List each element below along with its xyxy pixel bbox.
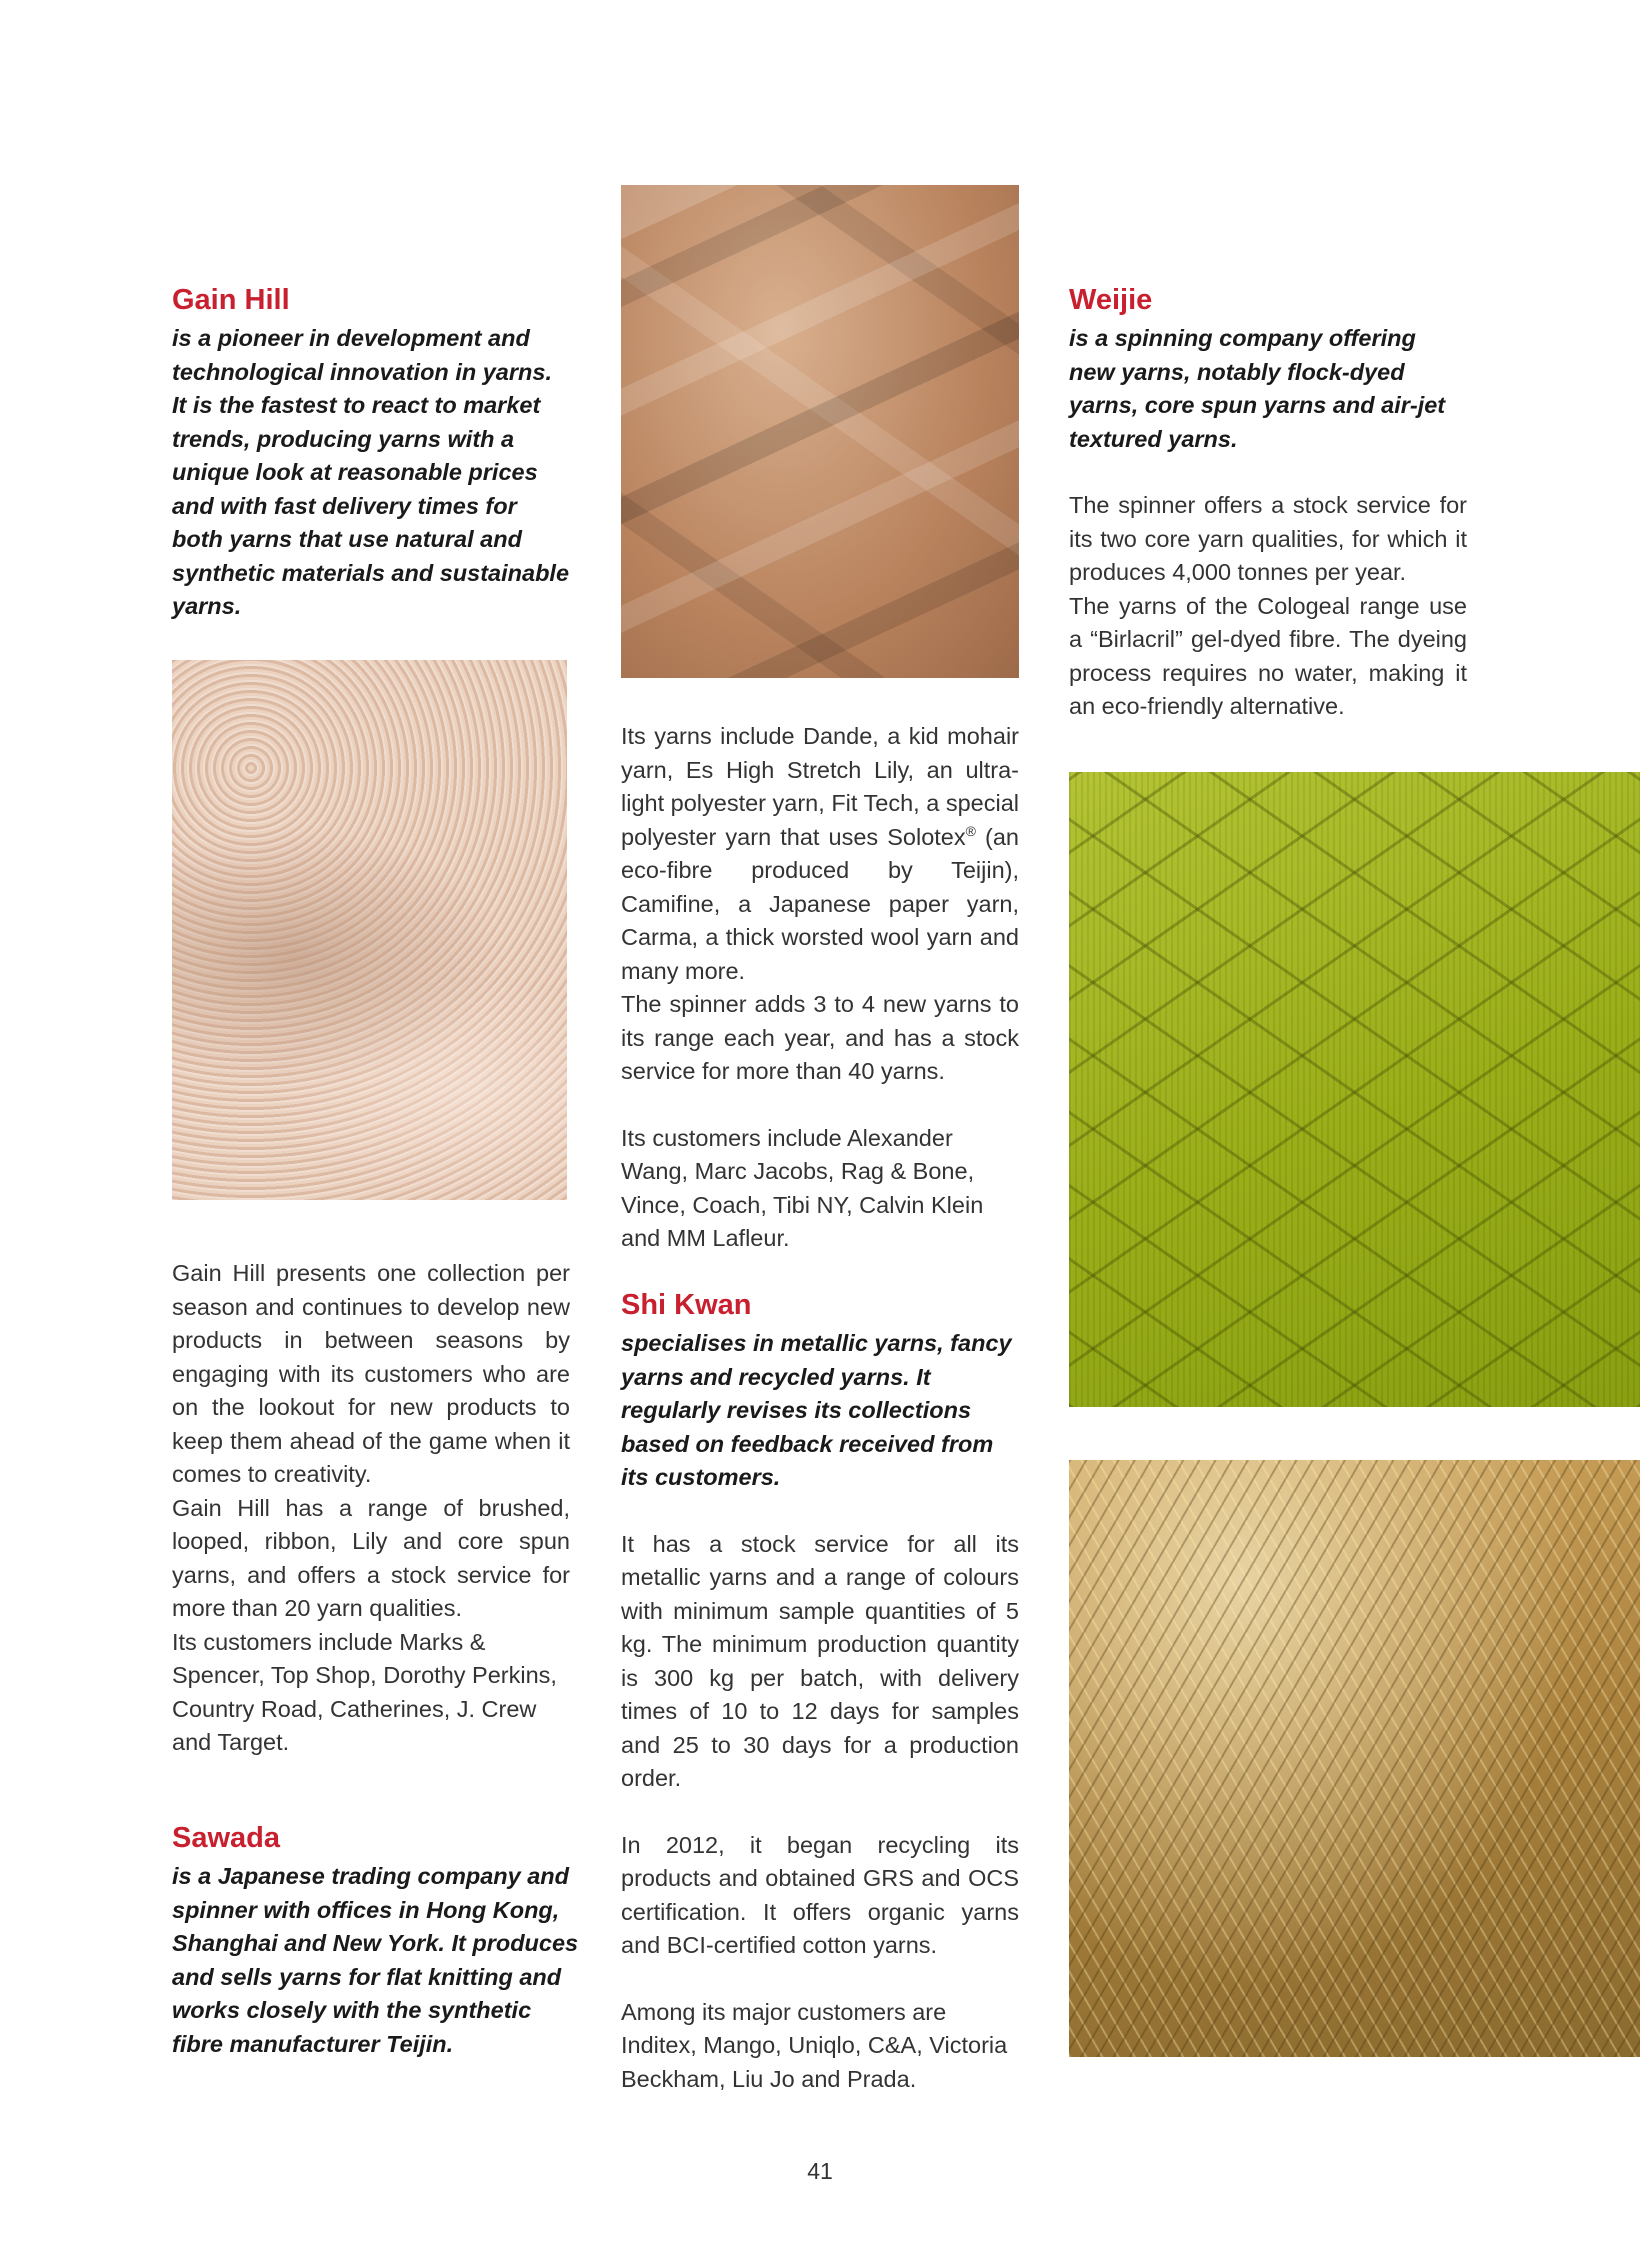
- shi-kwan-body-2: In 2012, it began recycling its products and obtained GRS and OCS certification. It offers organic yarns and BCI-certified cotton yarns.: [621, 1831, 1019, 1958]
- weijie-body-1: The spinner offers a stock service for its two core yarn qualities, for which it produces 4,000 tonnes per year.: [1069, 492, 1467, 585]
- weijie-heading: Weijie: [1069, 284, 1153, 316]
- sawada-body-block: [621, 720, 1019, 1256]
- gain-hill-body-block: [172, 1257, 570, 1760]
- page-number: 41: [807, 2158, 833, 2184]
- sawada-body-1: [621, 720, 1019, 988]
- crinkled-fabric-photo: [621, 185, 1019, 678]
- shi-kwan-heading: Shi Kwan: [621, 1289, 752, 1321]
- gain-hill-body-3: Its customers include Marks & Spencer, Top Shop, Dorothy Perkins, Country Road, Catherines, J. Crew and Target.: [172, 1628, 557, 1755]
- sawada-body-1-part-a: Its yarns include Dande, a kid mohair yarn, Es High Stretch Lily, an ultra-light polyester yarn, Fit Tech, a special polyester yarn that uses Solotex: [621, 723, 1019, 850]
- gain-hill-body-2: Gain Hill has a range of brushed, looped, ribbon, Lily and core spun yarns, and offers a stock service for more than 20 yarn qualities.: [172, 1494, 570, 1621]
- sawada-body-2: The spinner adds 3 to 4 new yarns to its range each year, and has a stock service for more than 40 yarns.: [621, 991, 1019, 1084]
- shi-kwan-block: [621, 1287, 1019, 2096]
- gain-hill-heading: Gain Hill: [172, 284, 290, 316]
- gold-metallic-mesh-photo: [1069, 1460, 1640, 2057]
- weijie-block: [1069, 282, 1467, 724]
- weijie-intro: is a spinning company offering new yarns, notably flock-dyed yarns, core spun yarns and air-jet textured yarns.: [1069, 325, 1446, 452]
- sawada-body-3: Its customers include Alexander Wang, Marc Jacobs, Rag & Bone, Vince, Coach, Tibi NY, Calvin Klein and MM Lafleur.: [621, 1124, 984, 1251]
- green-knit-photo: [1069, 772, 1640, 1407]
- weijie-body-2: The yarns of the Cologeal range use a “Birlacril” gel-dyed fibre. The dyeing process requires no water, making it an eco-friendly alternative.: [1069, 592, 1467, 719]
- sawada-intro-block: [172, 1820, 582, 2061]
- gain-hill-body-1: Gain Hill presents one collection per season and continues to develop new products in between seasons by engaging with its customers who are on the lookout for new products to keep them ahead of the game when it comes to creativity.: [172, 1260, 570, 1487]
- shi-kwan-intro: specialises in metallic yarns, fancy yarns and recycled yarns. It regularly revises its collections based on feedback received from its customers.: [621, 1330, 1012, 1490]
- gain-hill-intro-block: [172, 282, 572, 624]
- sawada-intro: is a Japanese trading company and spinner with offices in Hong Kong, Shanghai and New York. It produces and sells yarns for flat knitting and works closely with the synthetic fibre manufacturer Teijin.: [172, 1863, 579, 2057]
- gain-hill-intro: is a pioneer in development and technological innovation in yarns. It is the fastest to react to market trends, producing yarns with a unique look at reasonable prices and with fast delivery times for both yarns that use natural and synthetic materials and sustainable yarns.: [172, 325, 570, 619]
- boucle-fabric-photo: [172, 660, 567, 1200]
- shi-kwan-body-3: Among its major customers are Inditex, Mango, Uniqlo, C&A, Victoria Beckham, Liu Jo and Prada.: [621, 1998, 1008, 2092]
- sawada-body-1-part-b: (an eco-fibre produced by Teijin), Camifine, a Japanese paper yarn, Carma, a thick worsted wool yarn and many more.: [621, 823, 1020, 984]
- shi-kwan-body-1: It has a stock service for all its metallic yarns and a range of colours with minimum sample quantities of 5 kg. The minimum production quantity is 300 kg per batch, with delivery times of 10 to 12 days for samples and 25 to 30 days for a production order.: [621, 1530, 1019, 1791]
- sawada-heading: Sawada: [172, 1822, 280, 1854]
- registered-mark: ®: [965, 822, 976, 839]
